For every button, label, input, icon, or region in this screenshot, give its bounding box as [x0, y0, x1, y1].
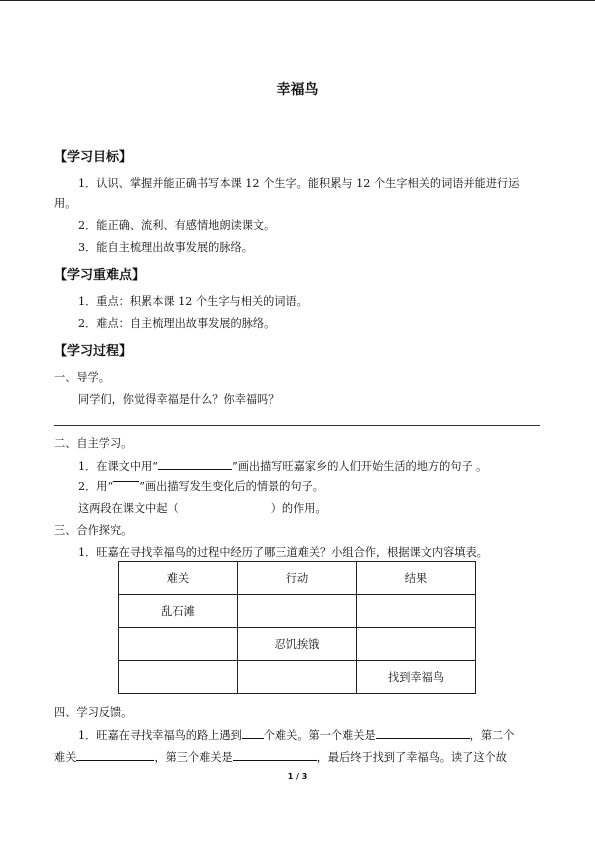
key-point-1: 1．重点：积累本课 12 个生字与相关的词语。 — [78, 295, 308, 308]
part2-item-1 — [78, 458, 487, 474]
table-row — [119, 628, 476, 661]
fill-blank — [242, 727, 264, 739]
part2-item-3 — [78, 502, 327, 516]
part2-item-3-text-b: ）的作用。 — [270, 502, 327, 515]
table-row — [119, 595, 476, 628]
part4-item-1-text-a: 1．旺嘉在寻找幸福鸟的路上遇到 — [78, 729, 242, 742]
page-number: 1 / 3 — [287, 772, 308, 781]
part3-title: 三、合作探究。 — [54, 524, 133, 537]
overline-mark-sample — [113, 481, 139, 493]
part1-title: 一、导学。 — [54, 371, 110, 384]
table-cell — [119, 628, 238, 661]
fill-blank — [76, 749, 154, 761]
part4-item-1-cont — [54, 749, 507, 765]
part2-item-2-text-b: ”画出描写发生变化后的情景的句子。 — [139, 480, 324, 493]
table-cell — [357, 595, 476, 628]
header-rule — [0, 0, 595, 1]
section-heading-goals: 【学习目标】 — [54, 150, 133, 165]
page-title: 幸福鸟 — [276, 82, 319, 98]
part2-item-2-text-a: 2．用“ — [78, 480, 114, 493]
underline-mark-sample — [158, 458, 232, 470]
part4-item-1-text-e: ，第三个难关是 — [154, 751, 233, 764]
part4-item-1-text-f: ，最后终于找到了幸福鸟。读了这个故 — [316, 751, 507, 764]
table-header-cell: 结果 — [357, 562, 476, 595]
table-header-row — [119, 562, 476, 595]
part4-item-1 — [78, 727, 514, 743]
table-cell: 乱石滩 — [119, 595, 238, 628]
part4-item-1-text-d: 难关 — [54, 751, 77, 764]
part2-item-3-text-a: 这两段在课文中起（ — [78, 502, 179, 515]
part3-item-1: 1．旺嘉在寻找幸福鸟的过程中经历了哪三道难关？小组合作，根据课文内容填表。 — [78, 546, 488, 559]
part2-title: 二、自主学习。 — [54, 437, 133, 450]
section-heading-process: 【学习过程】 — [54, 344, 133, 359]
answer-line — [54, 425, 540, 426]
goal-item-3: 3．能自主梳理出故事发展的脉络。 — [78, 241, 253, 254]
table-cell — [357, 628, 476, 661]
goal-item-1-cont: 用。 — [54, 197, 77, 210]
fill-blank — [233, 749, 317, 761]
part1-text: 同学们，你觉得幸福是什么？你幸福吗？ — [78, 393, 280, 406]
part2-item-1-text-a: 1．在课文中用“ — [78, 460, 158, 473]
table-cell: 找到幸福鸟 — [357, 661, 476, 694]
table-header-cell: 难关 — [119, 562, 238, 595]
table-cell — [119, 661, 238, 694]
part4-item-1-text-b: 个难关。第一个难关是 — [263, 729, 376, 742]
part2-item-1-text-b: ”画出描写旺嘉家乡的人们开始生活的地方的句子 。 — [231, 460, 488, 473]
table-cell — [238, 595, 357, 628]
goal-item-1: 1．认识、掌握并能正确书写本课 12 个生字。能积累与 12 个生字相关的词语并能进行运 — [78, 177, 520, 190]
table-cell — [238, 661, 357, 694]
fill-blank — [376, 727, 470, 739]
part4-title: 四、学习反馈。 — [54, 706, 133, 719]
part2-item-2 — [78, 480, 324, 494]
table-row — [119, 661, 476, 694]
key-point-2: 2．难点：自主梳理出故事发展的脉络。 — [78, 317, 276, 330]
section-heading-key-points: 【学习重难点】 — [54, 268, 146, 283]
fill-in-table — [118, 561, 476, 694]
part4-item-1-text-c: ，第二个 — [469, 729, 515, 742]
table-header-cell: 行动 — [238, 562, 357, 595]
goal-item-2: 2．能正确、流利、有感情地朗读课文。 — [78, 219, 276, 232]
table-cell: 忍饥挨饿 — [238, 628, 357, 661]
